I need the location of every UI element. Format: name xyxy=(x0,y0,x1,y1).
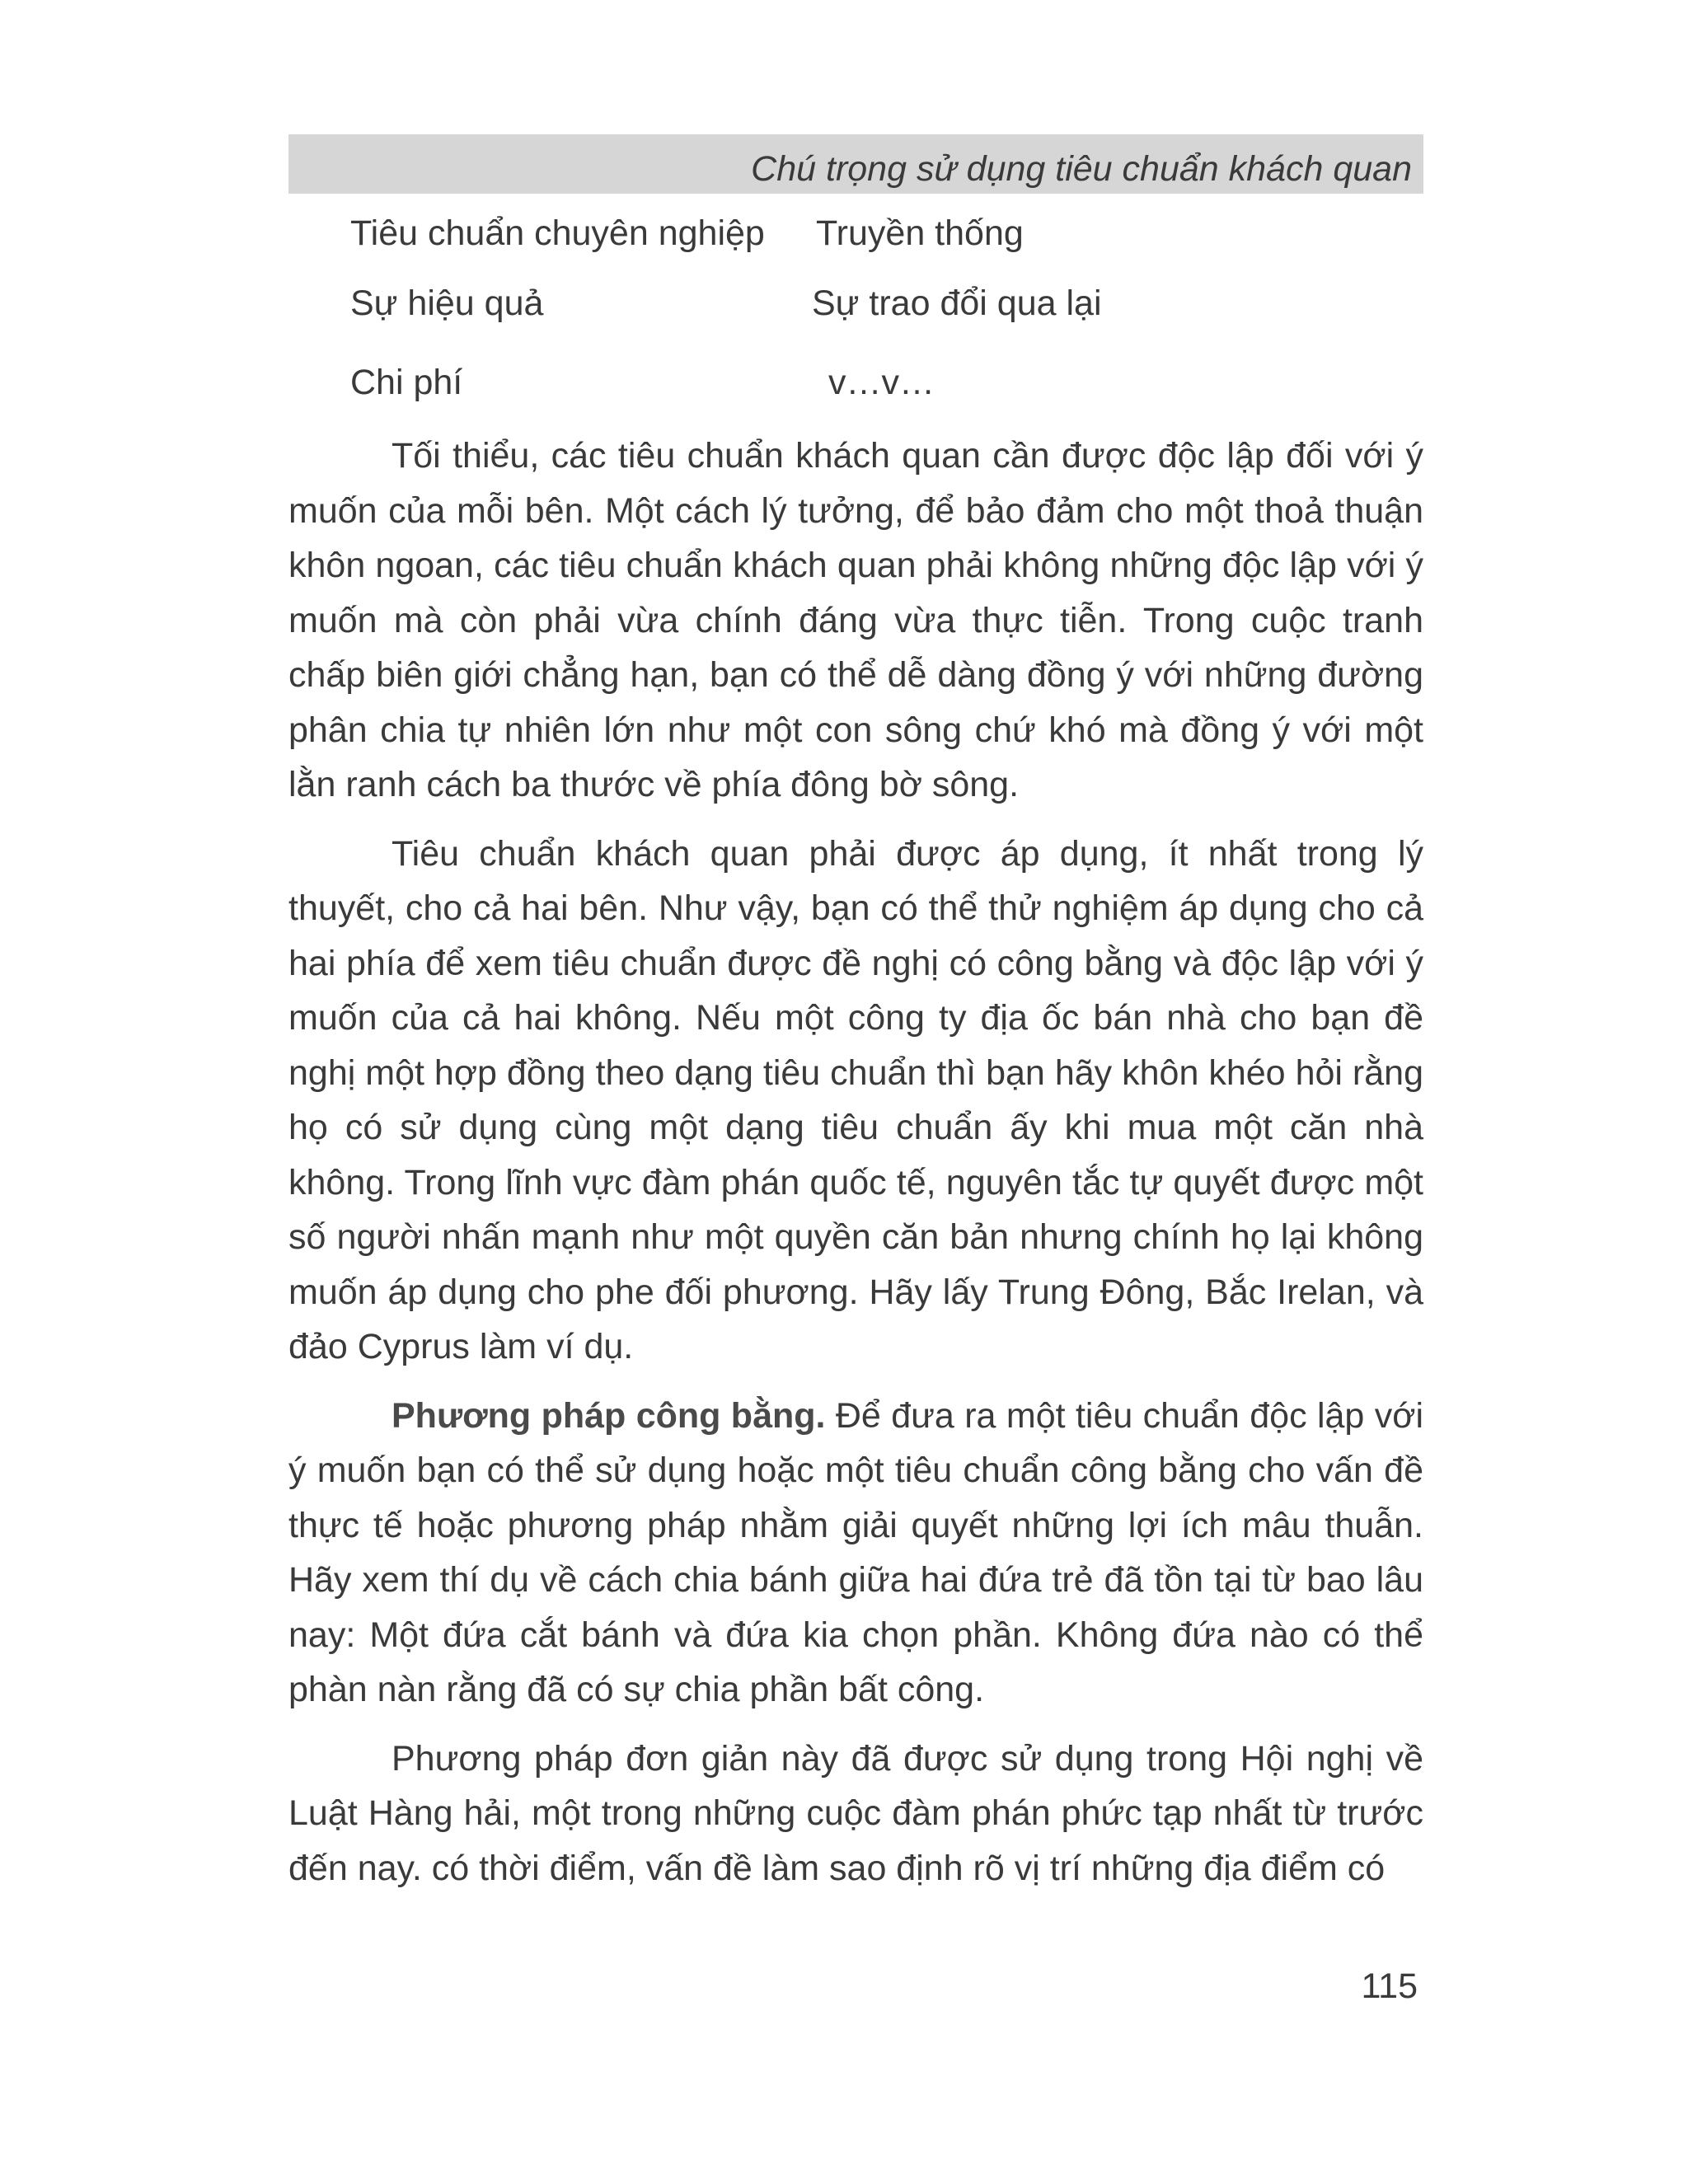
paragraph xyxy=(288,827,1423,1375)
list-item-left: Chi phí xyxy=(350,363,463,402)
list-item xyxy=(350,362,1422,403)
paragraph xyxy=(288,1389,1423,1718)
list-item xyxy=(350,213,1422,254)
list-item-left: Sự hiệu quả xyxy=(350,284,544,323)
list-item-left: Tiêu chuẩn chuyên nghiệp xyxy=(350,213,765,253)
paragraph-text: Tiêu chuẩn khách quan phải được áp dụng, ít nhất trong lý thuyết, cho cả hai bên. Như vậy, bạn có thể thử nghiệm áp dụng cho cả hai phía để xem tiêu chuẩn được đề nghị có công bằng và độc lập với ý muốn của cả hai không. Nếu một công ty địa ốc bán nhà cho bạn đề nghị một hợp đồng theo dạng tiêu chuẩn thì bạn hãy khôn khéo hỏi rằng họ có sử dụng cùng một dạng tiêu chuẩn ấy khi mua một căn nhà không. Trong lĩnh vực đàm phán quốc tế, nguyên tắc tự quyết được một số người nhấn mạnh như một quyền căn bản nhưng chính họ lại không muốn áp dụng cho phe đối phương. Hãy lấy Trung Đông, Bắc Irelan, và đảo Cyprus làm ví dụ. xyxy=(288,833,1423,1366)
list-item-right: v…v… xyxy=(828,363,935,402)
body-text xyxy=(288,429,1423,1910)
criteria-list xyxy=(350,213,1422,402)
running-header xyxy=(288,134,1423,194)
paragraph-text: Để đưa ra một tiêu chuẩn độc lập với ý muốn bạn có thể sử dụng hoặc một tiêu chuẩn công bằng cho vấn đề thực tế hoặc phương pháp nhằm giải quyết những lợi ích mâu thuẫn. Hãy xem thí dụ về cách chia bánh giữa hai đứa trẻ đã tồn tại từ bao lâu nay: Một đứa cắt bánh và đứa kia chọn phần. Không đứa nào có thể phàn nàn rằng đã có sự chia phần bất công. xyxy=(288,1395,1423,1709)
paragraph: Phương pháp đơn giản này đã được sử dụng trong Hội nghị về Luật Hàng hải, một trong những cuộc đàm phán phức tạp nhất từ trước đến nay. có thời điểm, vấn đề làm sao định rõ vị trí những địa điểm có xyxy=(288,1738,1423,1888)
list-item xyxy=(350,283,1422,324)
section-heading: Phương pháp công bằng. xyxy=(392,1395,826,1436)
paragraph: Tối thiểu, các tiêu chuẩn khách quan cần được độc lập đối với ý muốn của mỗi bên. Một cách lý tưởng, để bảo đảm cho một thoả thuận khôn ngoan, các tiêu chuẩn khách quan phải không những độc lập với ý muốn mà còn phải vừa chính đáng vừa thực tiễn. Trong cuộc tranh chấp biên giới chẳng hạn, bạn có thể dễ dàng đồng ý với những đường phân chia tự nhiên lớn như một con sông chứ khó mà đồng ý với một lằn ranh cách ba thước về phía đông bờ sông. xyxy=(288,436,1423,804)
list-item-right: Sự trao đổi qua lại xyxy=(812,284,1102,323)
running-header-title: Chú trọng sử dụng tiêu chuẩn khách quan xyxy=(751,149,1412,189)
list-item-right: Truyền thống xyxy=(816,213,1024,253)
page-number: 115 xyxy=(1361,1966,1418,2006)
